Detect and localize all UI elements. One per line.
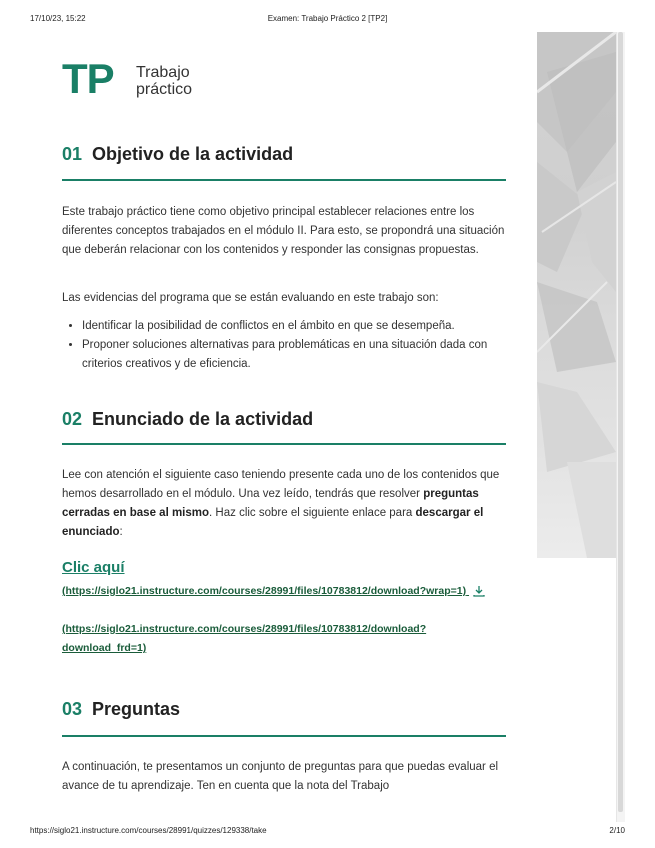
clic-aqui-link[interactable]: Clic aquí — [62, 559, 125, 576]
scrollbar-thumb[interactable] — [618, 32, 623, 812]
download-wrap-link[interactable] — [62, 582, 506, 601]
paragraph-text: Lee con atención el siguiente caso teniendo presente cada uno de los contenidos que hemos desarrollado en el módulo. Una vez leído, tendrás que resolver — [62, 469, 500, 500]
paragraph-text: : — [119, 526, 123, 538]
section-2-paragraph — [62, 466, 506, 542]
section-2-title: Enunciado de la actividad — [92, 409, 314, 429]
logo-line2: práctico — [136, 81, 193, 98]
download-icon[interactable] — [473, 585, 485, 597]
section-2-heading — [62, 409, 313, 430]
print-page-number: 2/10 — [609, 826, 625, 835]
print-datetime: 17/10/23, 15:22 — [30, 14, 86, 23]
logo-line1: Trabajo — [136, 64, 190, 81]
logo-text — [136, 64, 192, 98]
decorative-side-image — [537, 32, 616, 558]
section-1-number: 01 — [62, 144, 83, 164]
print-title: Examen: Trabajo Práctico 2 [TP2] — [267, 14, 388, 23]
logo-mark: TP — [62, 55, 114, 102]
download-direct-link[interactable]: (https://siglo21.instructure.com/courses/28991/files/10783812/download?download_frd=1) — [62, 623, 427, 654]
list-item: • Identificar la posibilidad de conflictos en el ámbito en que se desempeña. — [82, 317, 526, 336]
section-1-heading — [62, 144, 293, 165]
evidence-list — [62, 317, 526, 374]
paragraph-text: . Haz clic sobre el siguiente enlace para — [209, 507, 416, 519]
section-1-paragraph-1: Este trabajo práctico tiene como objetivo principal establecer relaciones entre los diferentes conceptos trabajados en el módulo II. Para esto, se propondrá una situación que deberán relacionar con los contenidos y responder las consignas propuestas. — [62, 206, 505, 256]
section-3-title: Preguntas — [92, 699, 181, 719]
print-url: https://siglo21.instructure.com/courses/28991/quizzes/129338/take — [30, 826, 267, 835]
section-3-divider — [62, 735, 506, 737]
section-2-divider — [62, 443, 506, 445]
download-wrap-link-text[interactable]: (https://siglo21.instructure.com/courses/28991/files/10783812/download?wrap=1) — [62, 585, 467, 597]
print-footer — [30, 826, 625, 838]
bold-text: descargar el enunciado — [62, 507, 484, 538]
print-header — [30, 14, 625, 26]
section-2-number: 02 — [62, 409, 83, 429]
section-1-title: Objetivo de la actividad — [92, 144, 294, 164]
section-1-divider — [62, 179, 506, 181]
section-3-paragraph: A continuación, te presentamos un conjunto de preguntas para que puedas evaluar el avance de tu aprendizaje. Ten en cuenta que la nota del Trabajo — [62, 761, 499, 792]
list-item: • Proponer soluciones alternativas para problemáticas en una situación dada con criterios creativos y de eficiencia. — [82, 336, 526, 374]
section-1-paragraph-2: Las evidencias del programa que se están evaluando en este trabajo son: — [62, 292, 439, 304]
bold-text: preguntas cerradas en base al mismo — [62, 488, 479, 519]
section-3-heading — [62, 699, 180, 720]
section-3-number: 03 — [62, 699, 83, 719]
